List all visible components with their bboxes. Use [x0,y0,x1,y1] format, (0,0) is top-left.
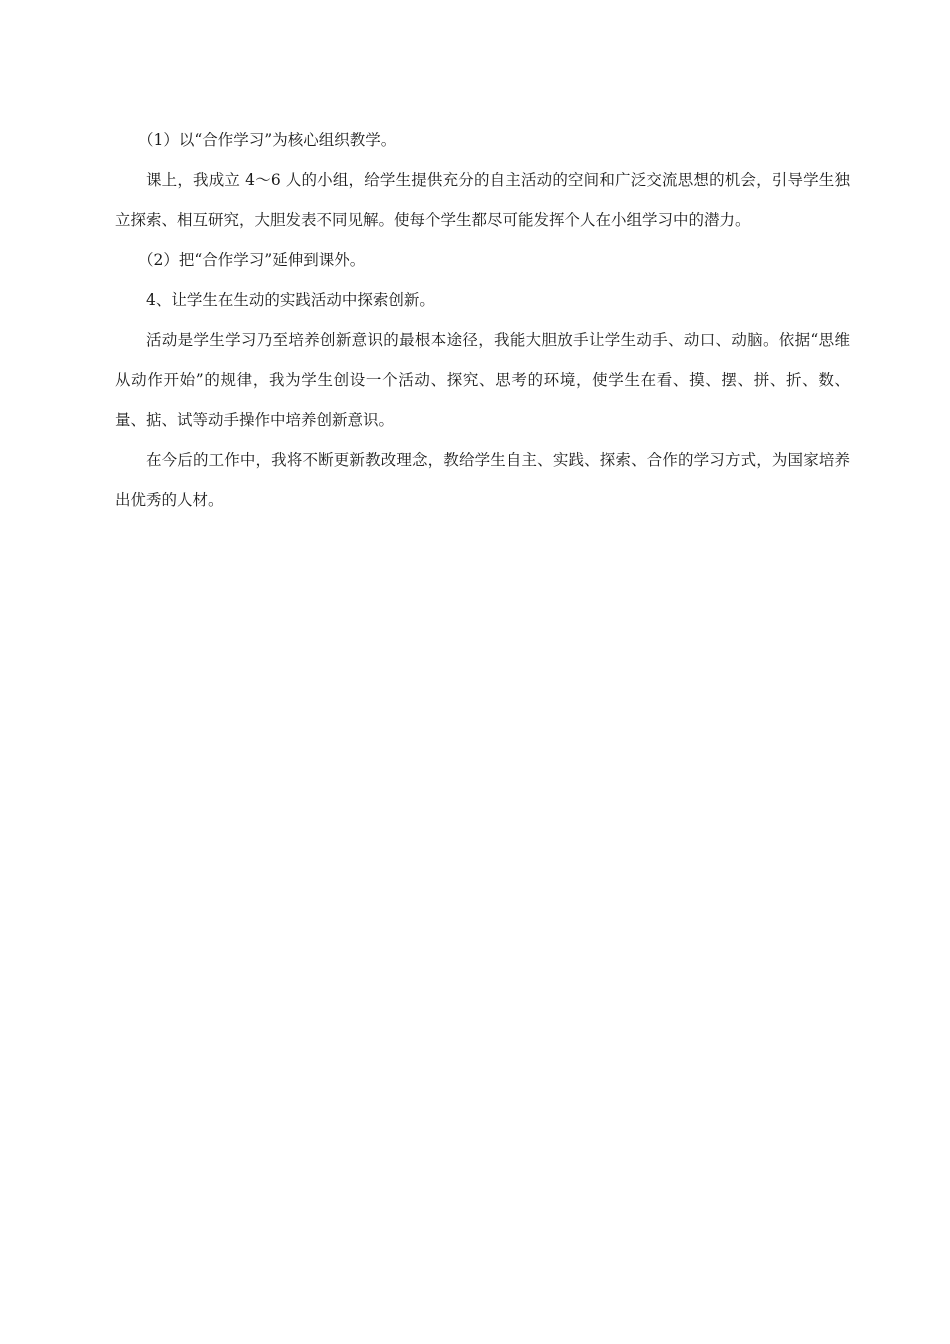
paragraph-hands-on-activities: 活动是学生学习乃至培养创新意识的最根本途径，我能大胆放手让学生动手、动口、动脑。依据“思维从动作开始”的规律，我为学生创设一个活动、探究、思考的环境，使学生在看、摸、摆、拼、折、数、量、掂、试等动手操作中培养创新意识。 [115,331,850,429]
paragraph-cooperative-learning-extend: （2）把“合作学习”延伸到课外。 [138,251,366,269]
paragraph-future-work: 在今后的工作中，我将不断更新教改理念，教给学生自主、实践、探索、合作的学习方式，为国家培养出优秀的人材。 [115,451,850,509]
paragraph-group-work: 课上，我成立 4～6 人的小组，给学生提供充分的自主活动的空间和广泛交流思想的机会，引导学生独立探索、相互研究，大胆发表不同见解。使每个学生都尽可能发挥个人在小组学习中的潜力。 [115,171,850,229]
paragraph-cooperative-learning-core: （1）以“合作学习”为核心组织教学。 [138,131,397,149]
document-body [115,120,850,520]
paragraph-practice-activity-heading: 4、让学生在生动的实践活动中探索创新。 [146,291,435,309]
